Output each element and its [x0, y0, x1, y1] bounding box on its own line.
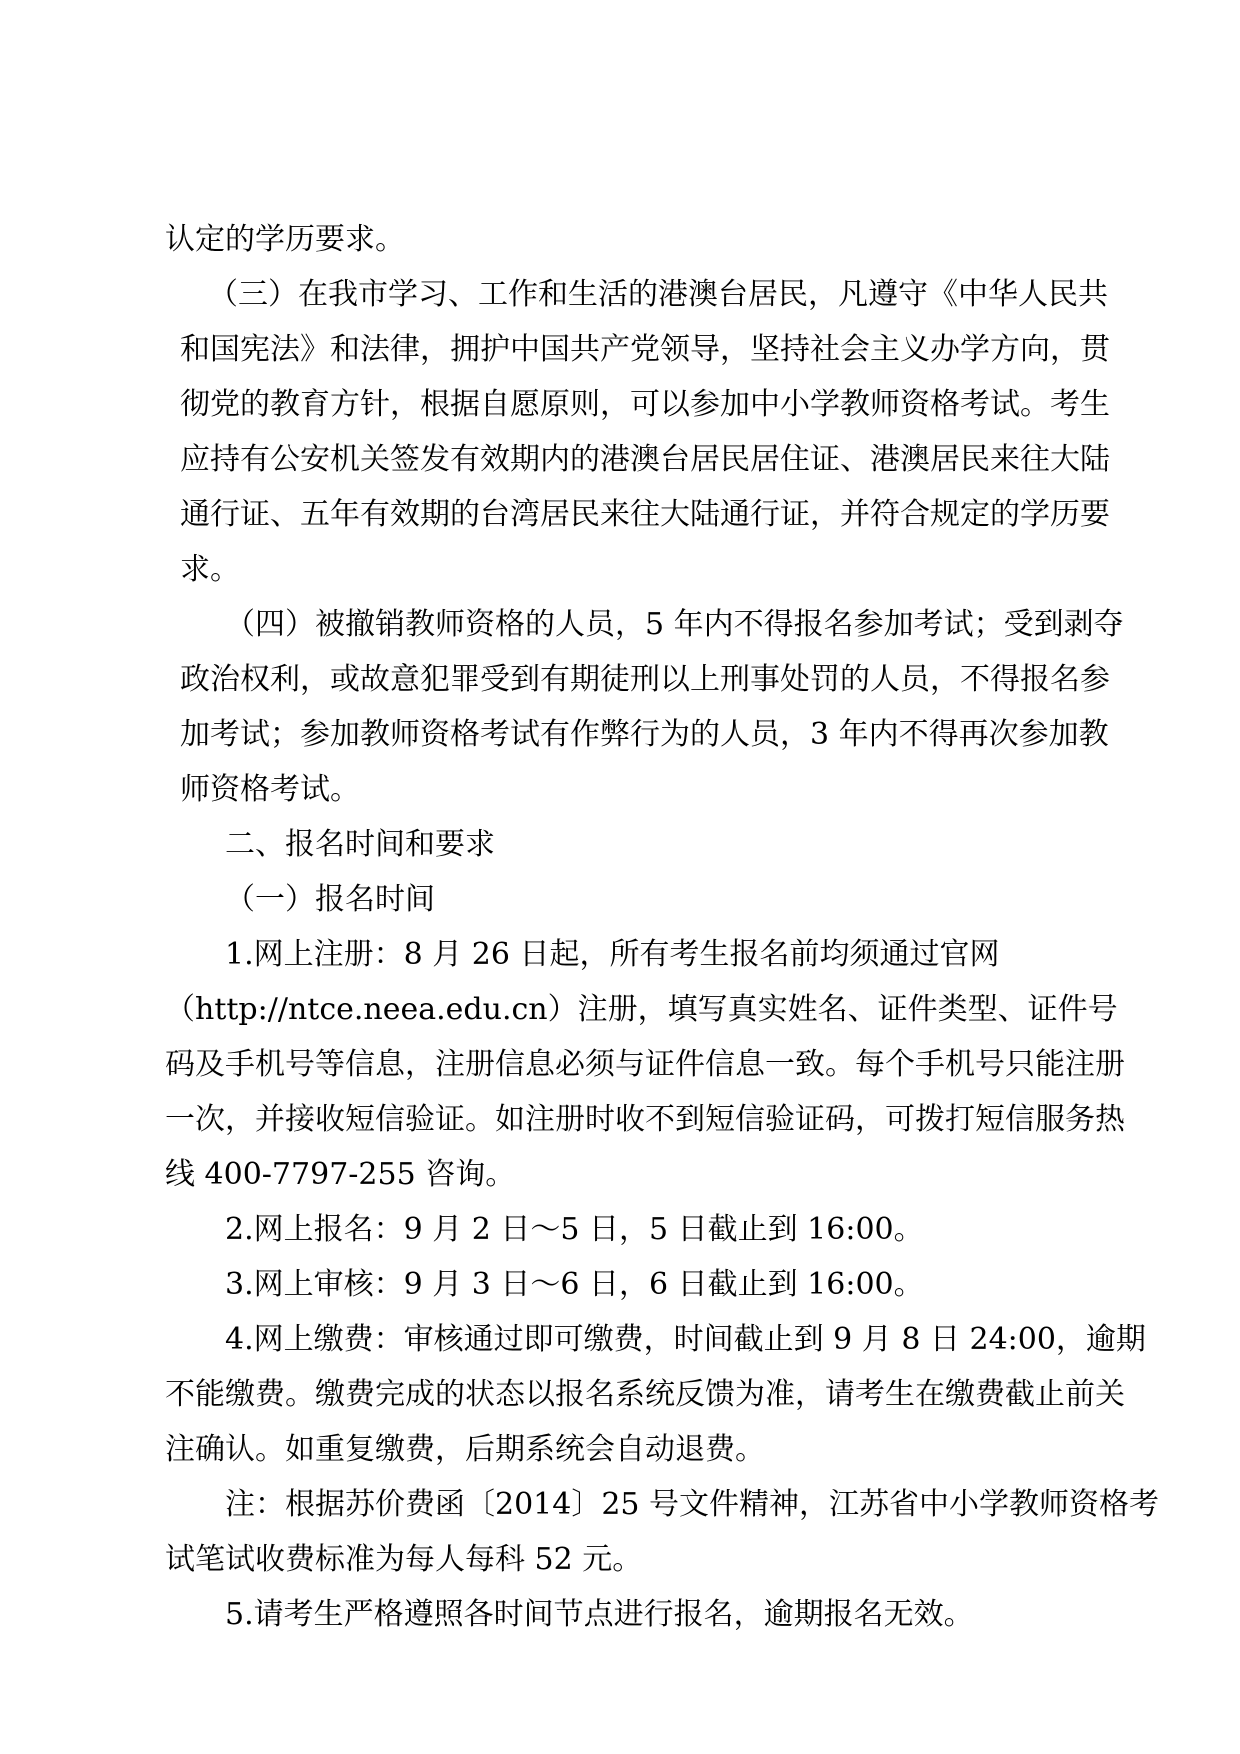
text-line: 师资格考试。 — [180, 772, 360, 807]
text-line: 一次，并接收短信验证。如注册时收不到短信验证码，可拨打短信服务热 — [165, 1102, 1125, 1137]
text-line: 不能缴费。缴费完成的状态以报名系统反馈为准，请考生在缴费截止前关 — [165, 1377, 1125, 1412]
text-line: （四）被撤销教师资格的人员，5 年内不得报名参加考试；受到剥夺 — [225, 607, 1124, 642]
text-line: 注确认。如重复缴费，后期系统会自动退费。 — [165, 1432, 765, 1467]
text-line: 认定的学历要求。 — [165, 222, 405, 257]
text-line: 码及手机号等信息，注册信息必须与证件信息一致。每个手机号只能注册 — [165, 1047, 1125, 1082]
text-line: 应持有公安机关签发有效期内的港澳台居民居住证、港澳居民来往大陆 — [180, 442, 1110, 477]
text-line: 5.请考生严格遵照各时间节点进行报名，逾期报名无效。 — [225, 1597, 974, 1632]
note-line: 注：根据苏价费函〔2014〕25 号文件精神，江苏省中小学教师资格考 — [225, 1487, 1160, 1522]
text-line: 政治权利，或故意犯罪受到有期徒刑以上刑事处罚的人员，不得报名参 — [180, 662, 1110, 697]
subsection-heading: （一）报名时间 — [225, 882, 435, 917]
text-line: 彻党的教育方针，根据自愿原则，可以参加中小学教师资格考试。考生 — [180, 387, 1110, 422]
text-line: 4.网上缴费：审核通过即可缴费，时间截止到 9 月 8 日 24:00，逾期 — [225, 1322, 1146, 1357]
text-line: 加考试；参加教师资格考试有作弊行为的人员，3 年内不得再次参加教 — [180, 717, 1109, 752]
text-line: （http://ntce.neea.edu.cn）注册，填写真实姓名、证件类型、证件号 — [165, 992, 1118, 1027]
note-line: 试笔试收费标准为每人每科 52 元。 — [165, 1542, 643, 1577]
section-heading: 二、报名时间和要求 — [225, 827, 495, 862]
text-line: 2.网上报名：9 月 2 日～5 日，5 日截止到 16:00。 — [225, 1212, 924, 1247]
text-line: 3.网上审核：9 月 3 日～6 日，6 日截止到 16:00。 — [225, 1267, 924, 1302]
text-line: 和国宪法》和法律，拥护中国共产党领导，坚持社会主义办学方向，贯 — [180, 332, 1110, 367]
text-line: 线 400-7797-255 咨询。 — [165, 1157, 516, 1192]
text-line: （三）在我市学习、工作和生活的港澳台居民，凡遵守《中华人民共 — [208, 277, 1108, 312]
text-line: 求。 — [180, 552, 240, 587]
text-line: 1.网上注册：8 月 26 日起，所有考生报名前均须通过官网 — [225, 937, 1000, 972]
text-line: 通行证、五年有效期的台湾居民来往大陆通行证，并符合规定的学历要 — [180, 497, 1110, 532]
